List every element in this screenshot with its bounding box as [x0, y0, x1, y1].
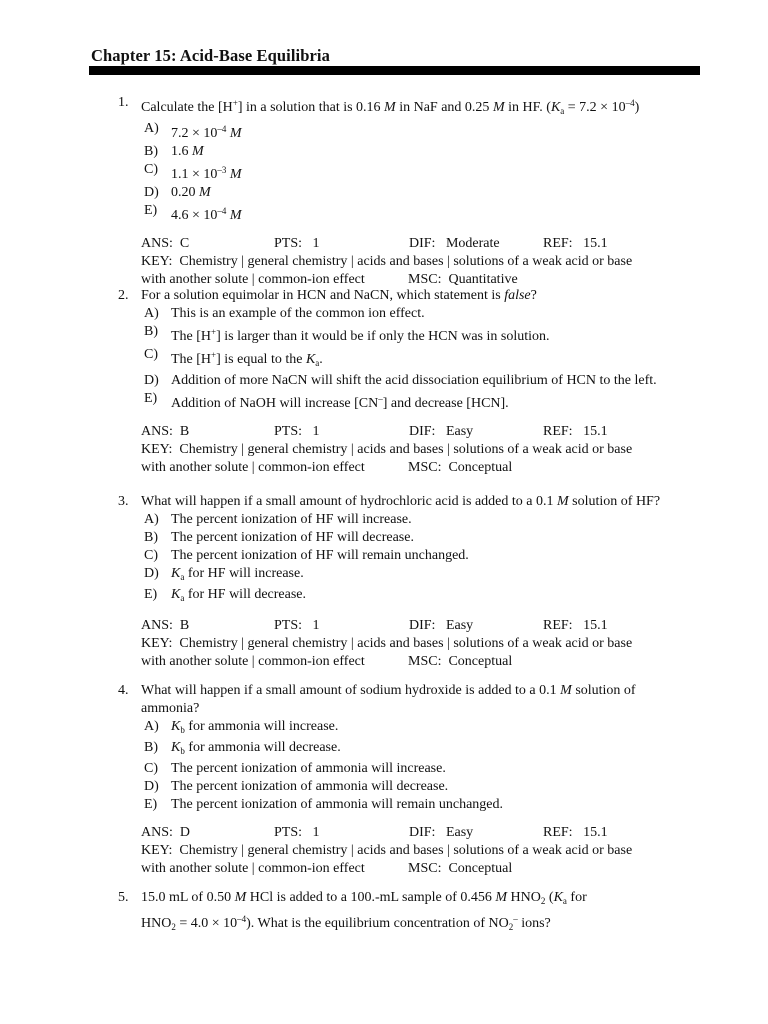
choice-b: B) The percent ionization of HF will decrease.: [144, 530, 414, 545]
difficulty: DIF: Easy: [409, 618, 474, 633]
points: PTS: 1: [274, 825, 320, 840]
choice-e: E) The percent ionization of ammonia will remain unchanged.: [144, 797, 503, 812]
choice-d: D) The percent ionization of ammonia will decrease.: [144, 779, 449, 794]
question-number: 2.: [118, 288, 129, 303]
chapter-title: Chapter 15: Acid-Base Equilibria: [91, 46, 330, 65]
answer: ANS: B: [141, 424, 190, 439]
reference: REF: 15.1: [543, 424, 608, 439]
difficulty: DIF: Easy: [409, 825, 474, 840]
question-stem-continued: ammonia?: [141, 701, 200, 716]
choice-e: E) $4.6 \times 10^{-4}$ M: [144, 203, 242, 223]
question-stem: What will happen if a small amount of hydrochloric acid is added to a 0.1 M solution of HF?: [141, 494, 661, 509]
reference: REF: 15.1: [543, 825, 608, 840]
key: KEY: Chemistry | general chemistry | acids and bases | solutions of a weak acid or base: [141, 442, 633, 457]
choice-c: C) $1.1 \times 10^{-3}$ M: [144, 162, 242, 182]
answer-meta: [141, 617, 718, 671]
choice-a: A) This is an example of the common ion effect.: [144, 306, 425, 321]
question-stem-continued: $HNO_2 = 4.0 \times 10^{-4}$). What is the equilibrium concentration of $NO_2^-$ ions?: [141, 914, 551, 932]
question-3: [118, 493, 718, 671]
msc: MSC: Conceptual: [408, 654, 513, 669]
points: PTS: 1: [274, 618, 320, 633]
question-stem: 15.0 mL of 0.50 M HCl is added to a 100.-mL sample of 0.456 M $HNO_2$ ($K_a$ for: [141, 890, 587, 906]
key: KEY: Chemistry | general chemistry | acids and bases | solutions of a weak acid or base: [141, 636, 633, 651]
choice-c: C) The percent ionization of ammonia will increase.: [144, 761, 446, 776]
choice-list: [144, 120, 718, 225]
points: PTS: 1: [274, 236, 320, 251]
points: PTS: 1: [274, 424, 320, 439]
key: KEY: Chemistry | general chemistry | acids and bases | solutions of a weak acid or base: [141, 254, 633, 269]
answer: ANS: D: [141, 825, 191, 840]
choice-a: A) $7.2 \times 10^{-4}$ M: [144, 121, 242, 141]
question-number: 3.: [118, 494, 129, 509]
question-number: 5.: [118, 890, 129, 905]
answer-meta: [141, 235, 718, 289]
question-number: 4.: [118, 683, 129, 698]
choice-b: B) 1.6 M: [144, 144, 204, 159]
key-continued: with another solute | common-ion effect MSC: Conceptual: [141, 460, 513, 475]
answer-meta: [141, 824, 718, 878]
question-5: [118, 889, 718, 936]
choice-e: E) Addition of NaOH will increase [CN–] and decrease [HCN].: [144, 391, 509, 411]
choice-c: C) The [H+] is equal to the $K_a$.: [144, 347, 323, 368]
choice-d: D) $K_a$ for HF will increase.: [144, 566, 304, 582]
reference: REF: 15.1: [543, 236, 608, 251]
answer-meta: [141, 423, 718, 477]
choice-a: A) $K_b$ for ammonia will increase.: [144, 719, 339, 735]
choice-c: C) The percent ionization of HF will remain unchanged.: [144, 548, 469, 563]
key-continued: with another solute | common-ion effect MSC: Conceptual: [141, 861, 513, 876]
answer: ANS: C: [141, 236, 190, 251]
question-2: [118, 287, 718, 477]
question-stem: What will happen if a small amount of sodium hydroxide is added to a 0.1 M solution of: [141, 683, 636, 698]
choice-d: D) Addition of more NaCN will shift the acid dissociation equilibrium of HCN to the left.: [144, 373, 657, 388]
title-rule: [89, 66, 700, 75]
choice-b: B) $K_b$ for ammonia will decrease.: [144, 740, 341, 756]
choice-a: A) The percent ionization of HF will increase.: [144, 512, 412, 527]
choice-e: E) $K_a$ for HF will decrease.: [144, 587, 307, 603]
key-continued: with another solute | common-ion effect MSC: Conceptual: [141, 654, 513, 669]
msc: MSC: Quantitative: [408, 272, 518, 287]
choice-list: [144, 305, 718, 413]
question-number: 1.: [118, 95, 129, 110]
question-stem: Calculate the [H+] in a solution that is 0.16 M in NaF and 0.25 M in HF. $(K_a = 7.2 \times 10^{-4})$: [141, 98, 640, 116]
key: KEY: Chemistry | general chemistry | acids and bases | solutions of a weak acid or base: [141, 843, 633, 858]
msc: MSC: Conceptual: [408, 861, 513, 876]
choice-list: [144, 718, 718, 814]
answer: ANS: B: [141, 618, 190, 633]
question-stem: For a solution equimolar in HCN and NaCN, which statement is false?: [141, 288, 537, 303]
reference: REF: 15.1: [543, 618, 608, 633]
difficulty: DIF: Easy: [409, 424, 474, 439]
key-continued: with another solute | common-ion effect MSC: Quantitative: [141, 272, 518, 287]
question-4: [118, 682, 718, 878]
choice-d: D) 0.20 M: [144, 185, 211, 200]
choice-list: [144, 511, 718, 607]
msc: MSC: Conceptual: [408, 460, 513, 475]
choice-b: B) The [H+] is larger than it would be if only the HCN was in solution.: [144, 324, 550, 344]
question-1: [118, 94, 718, 289]
difficulty: DIF: Moderate: [409, 236, 500, 251]
